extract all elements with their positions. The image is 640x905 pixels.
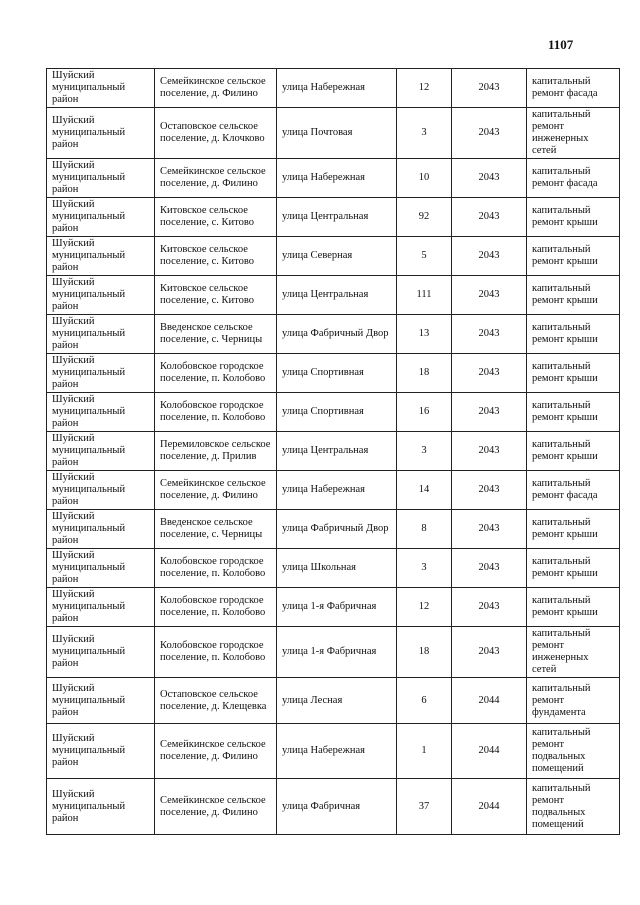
year-cell: 2043 — [452, 393, 527, 432]
house-number-cell: 5 — [397, 237, 452, 276]
year-cell: 2043 — [452, 354, 527, 393]
settlement-cell: Семейкинское сельское поселение, д. Филино — [155, 779, 277, 835]
settlement-cell: Колобовское городское поселение, п. Колобово — [155, 588, 277, 627]
work-type-cell: капитальный ремонт крыши — [527, 588, 620, 627]
settlement-cell: Остаповское сельское поселение, д. Клещевка — [155, 678, 277, 724]
table-row — [47, 69, 620, 108]
work-type-cell: капитальный ремонт инженерных сетей — [527, 627, 620, 678]
district-cell: Шуйский муниципальный район — [47, 724, 155, 779]
house-number-cell: 10 — [397, 159, 452, 198]
work-type-cell: капитальный ремонт инженерных сетей — [527, 108, 620, 159]
district-cell: Шуйский муниципальный район — [47, 315, 155, 354]
house-number-cell: 13 — [397, 315, 452, 354]
house-number-cell: 111 — [397, 276, 452, 315]
district-cell: Шуйский муниципальный район — [47, 779, 155, 835]
work-type-cell: капитальный ремонт крыши — [527, 432, 620, 471]
district-cell: Шуйский муниципальный район — [47, 69, 155, 108]
work-type-cell: капитальный ремонт фасада — [527, 159, 620, 198]
table-row — [47, 354, 620, 393]
work-type-cell: капитальный ремонт крыши — [527, 276, 620, 315]
year-cell: 2043 — [452, 627, 527, 678]
work-type-cell: капитальный ремонт крыши — [527, 393, 620, 432]
settlement-cell: Введенское сельское поселение, с. Черницы — [155, 315, 277, 354]
district-cell: Шуйский муниципальный район — [47, 510, 155, 549]
street-cell: улица Лесная — [277, 678, 397, 724]
table-row — [47, 108, 620, 159]
house-number-cell: 1 — [397, 724, 452, 779]
year-cell: 2043 — [452, 588, 527, 627]
settlement-cell: Семейкинское сельское поселение, д. Филино — [155, 159, 277, 198]
settlement-cell: Китовское сельское поселение, с. Китово — [155, 198, 277, 237]
year-cell: 2043 — [452, 549, 527, 588]
district-cell: Шуйский муниципальный район — [47, 237, 155, 276]
year-cell: 2043 — [452, 159, 527, 198]
year-cell: 2043 — [452, 510, 527, 549]
settlement-cell: Введенское сельское поселение, с. Черницы — [155, 510, 277, 549]
work-type-cell: капитальный ремонт подвальных помещений — [527, 779, 620, 835]
house-number-cell: 3 — [397, 108, 452, 159]
table-row — [47, 588, 620, 627]
street-cell: улица 1-я Фабричная — [277, 588, 397, 627]
table-row — [47, 237, 620, 276]
table-row — [47, 724, 620, 779]
street-cell: улица Спортивная — [277, 393, 397, 432]
settlement-cell: Колобовское городское поселение, п. Колобово — [155, 549, 277, 588]
table-row — [47, 627, 620, 678]
street-cell: улица Фабричный Двор — [277, 315, 397, 354]
table-row — [47, 315, 620, 354]
street-cell: улица Набережная — [277, 159, 397, 198]
house-number-cell: 12 — [397, 69, 452, 108]
street-cell: улица 1-я Фабричная — [277, 627, 397, 678]
house-number-cell: 16 — [397, 393, 452, 432]
house-number-cell: 37 — [397, 779, 452, 835]
settlement-cell: Колобовское городское поселение, п. Колобово — [155, 393, 277, 432]
settlement-cell: Колобовское городское поселение, п. Колобово — [155, 627, 277, 678]
district-cell: Шуйский муниципальный район — [47, 354, 155, 393]
work-type-cell: капитальный ремонт фасада — [527, 69, 620, 108]
settlement-cell: Остаповское сельское поселение, д. Клочково — [155, 108, 277, 159]
district-cell: Шуйский муниципальный район — [47, 432, 155, 471]
work-type-cell: капитальный ремонт фундамента — [527, 678, 620, 724]
year-cell: 2043 — [452, 276, 527, 315]
district-cell: Шуйский муниципальный район — [47, 678, 155, 724]
settlement-cell: Колобовское городское поселение, п. Колобово — [155, 354, 277, 393]
year-cell: 2043 — [452, 69, 527, 108]
street-cell: улица Центральная — [277, 276, 397, 315]
table-row — [47, 549, 620, 588]
work-type-cell: капитальный ремонт крыши — [527, 198, 620, 237]
year-cell: 2044 — [452, 779, 527, 835]
settlement-cell: Семейкинское сельское поселение, д. Филино — [155, 471, 277, 510]
district-cell: Шуйский муниципальный район — [47, 627, 155, 678]
district-cell: Шуйский муниципальный район — [47, 276, 155, 315]
street-cell: улица Набережная — [277, 69, 397, 108]
house-number-cell: 3 — [397, 432, 452, 471]
table-row — [47, 198, 620, 237]
year-cell: 2044 — [452, 678, 527, 724]
street-cell: улица Центральная — [277, 198, 397, 237]
table-row — [47, 678, 620, 724]
work-type-cell: капитальный ремонт подвальных помещений — [527, 724, 620, 779]
registry-table — [46, 68, 620, 835]
house-number-cell: 3 — [397, 549, 452, 588]
house-number-cell: 18 — [397, 354, 452, 393]
year-cell: 2043 — [452, 108, 527, 159]
district-cell: Шуйский муниципальный район — [47, 549, 155, 588]
street-cell: улица Почтовая — [277, 108, 397, 159]
work-type-cell: капитальный ремонт крыши — [527, 315, 620, 354]
table-row — [47, 779, 620, 835]
work-type-cell: капитальный ремонт крыши — [527, 354, 620, 393]
table-row — [47, 510, 620, 549]
work-type-cell: капитальный ремонт крыши — [527, 549, 620, 588]
settlement-cell: Китовское сельское поселение, с. Китово — [155, 276, 277, 315]
settlement-cell: Семейкинское сельское поселение, д. Филино — [155, 724, 277, 779]
district-cell: Шуйский муниципальный район — [47, 159, 155, 198]
year-cell: 2044 — [452, 724, 527, 779]
work-type-cell: капитальный ремонт фасада — [527, 471, 620, 510]
year-cell: 2043 — [452, 432, 527, 471]
settlement-cell: Китовское сельское поселение, с. Китово — [155, 237, 277, 276]
table-body — [47, 69, 620, 835]
street-cell: улица Фабричная — [277, 779, 397, 835]
house-number-cell: 12 — [397, 588, 452, 627]
street-cell: улица Набережная — [277, 724, 397, 779]
work-type-cell: капитальный ремонт крыши — [527, 510, 620, 549]
settlement-cell: Перемиловское сельское поселение, д. Прилив — [155, 432, 277, 471]
house-number-cell: 92 — [397, 198, 452, 237]
year-cell: 2043 — [452, 237, 527, 276]
table-row — [47, 276, 620, 315]
street-cell: улица Набережная — [277, 471, 397, 510]
house-number-cell: 6 — [397, 678, 452, 724]
page-number: 1107 — [548, 37, 574, 52]
table-row — [47, 159, 620, 198]
district-cell: Шуйский муниципальный район — [47, 108, 155, 159]
district-cell: Шуйский муниципальный район — [47, 588, 155, 627]
table-row — [47, 393, 620, 432]
street-cell: улица Фабричный Двор — [277, 510, 397, 549]
street-cell: улица Школьная — [277, 549, 397, 588]
house-number-cell: 18 — [397, 627, 452, 678]
table-row — [47, 432, 620, 471]
street-cell: улица Северная — [277, 237, 397, 276]
district-cell: Шуйский муниципальный район — [47, 198, 155, 237]
house-number-cell: 14 — [397, 471, 452, 510]
year-cell: 2043 — [452, 198, 527, 237]
house-number-cell: 8 — [397, 510, 452, 549]
settlement-cell: Семейкинское сельское поселение, д. Филино — [155, 69, 277, 108]
district-cell: Шуйский муниципальный район — [47, 393, 155, 432]
year-cell: 2043 — [452, 471, 527, 510]
work-type-cell: капитальный ремонт крыши — [527, 237, 620, 276]
district-cell: Шуйский муниципальный район — [47, 471, 155, 510]
street-cell: улица Спортивная — [277, 354, 397, 393]
table-row — [47, 471, 620, 510]
year-cell: 2043 — [452, 315, 527, 354]
street-cell: улица Центральная — [277, 432, 397, 471]
